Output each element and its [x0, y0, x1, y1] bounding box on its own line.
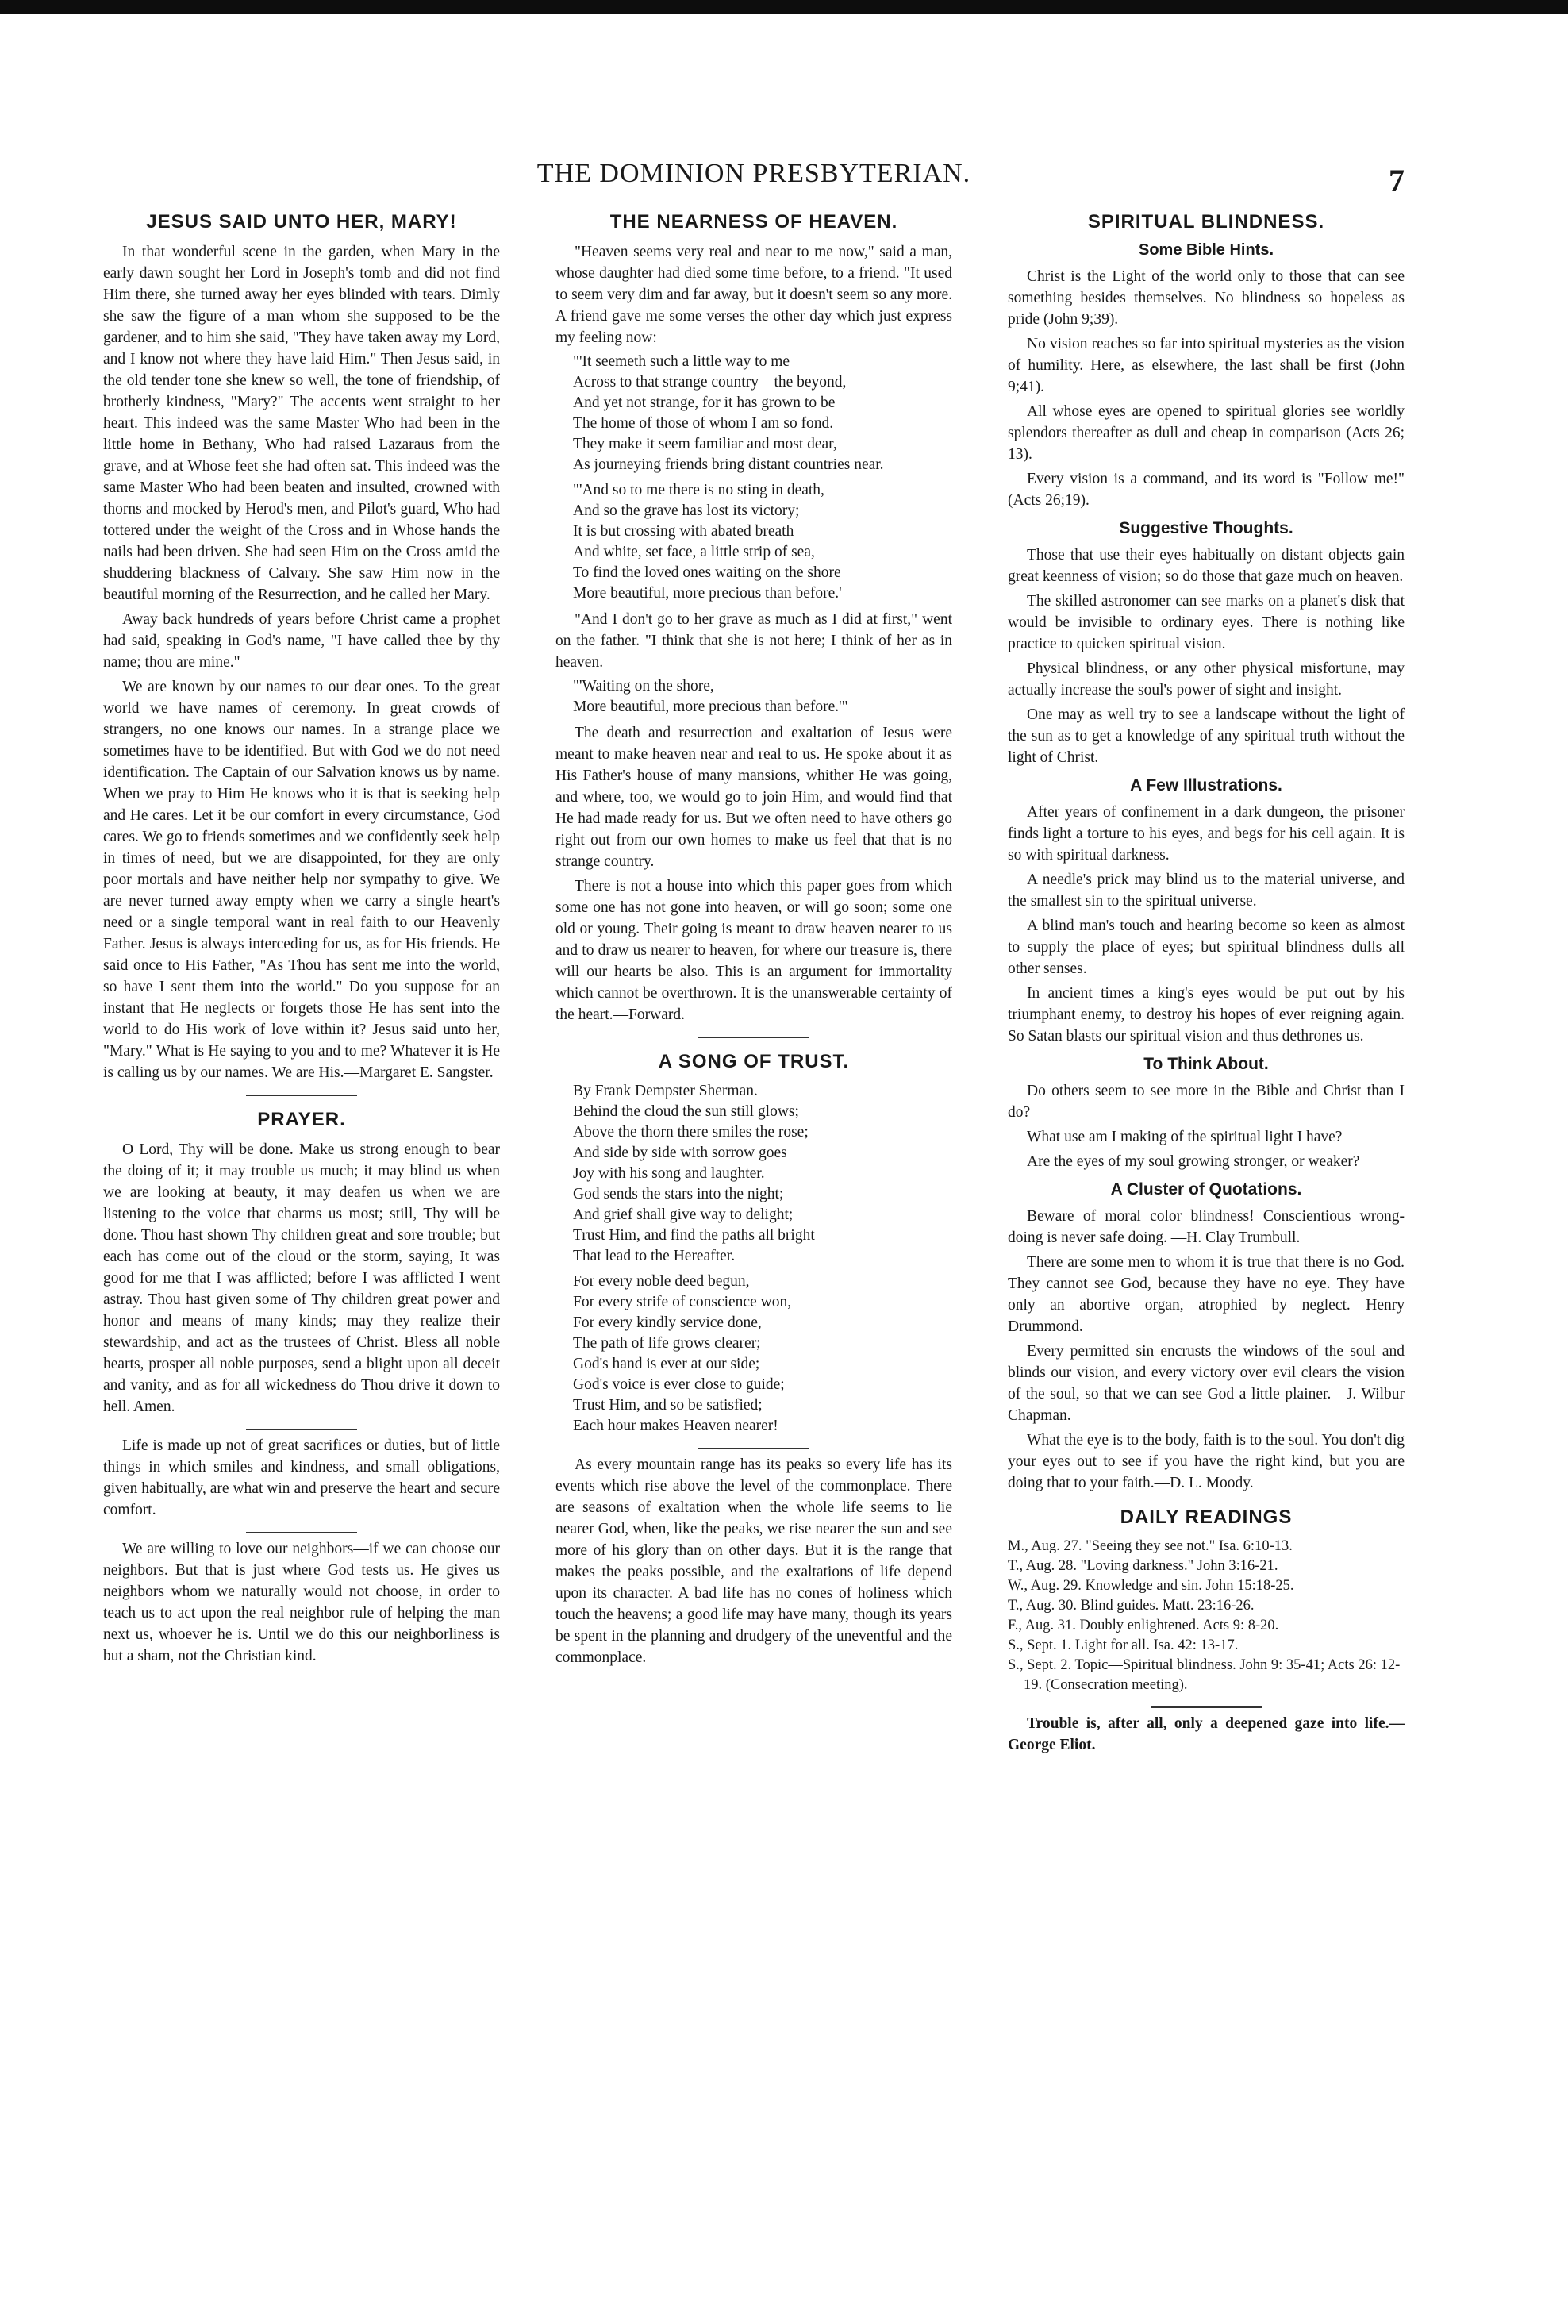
poem-line: That lead to the Hereafter.	[573, 1248, 736, 1264]
column-middle	[555, 198, 952, 1672]
article-paragraph: Every permitted sin encrusts the windows of the soul and blinds our vision, and every victory over evil clears the vision of the soul, so that we can see God a little plainer.—J. Wilbur Chapman.	[1008, 1343, 1405, 1424]
section-heading: To Think About.	[1143, 1055, 1269, 1073]
poem-line: And side by side with sorrow goes	[573, 1145, 787, 1161]
column-right	[1008, 198, 1405, 1759]
article-paragraph: "And I don't go to her grave as much as I did at first," went on the father. "I think that she is not here; I think of her as in heaven.	[555, 611, 952, 671]
article-paragraph: In ancient times a king's eyes would be put out by his triumphant enemy, to destroy his hopes of ever reigning again. So Satan blasts our spiritual vision and thus dethrones us.	[1008, 985, 1405, 1045]
article-paragraph: A blind man's touch and hearing become so keen as almost to supply the place of eyes; but spiritual blindness dulls all other senses.	[1008, 918, 1405, 977]
article-paragraph: "Heaven seems very real and near to me now," said a man, whose daughter had died some time before, to a friend. "It used to seem very dim and far away, but it doesn't seem so any more. A friend gave me some verses the other day which just express my feeling now:	[555, 244, 952, 346]
poem-line: Trust Him, and so be satisfied;	[573, 1397, 763, 1414]
poem-line: The path of life grows clearer;	[573, 1335, 761, 1352]
reading-item: S., Sept. 2. Topic—Spiritual blindness. John 9: 35-41; Acts 26: 12-19. (Consecration meeting).	[1008, 1657, 1401, 1693]
section-divider	[246, 1429, 357, 1430]
poem-line: Joy with his song and laughter.	[573, 1165, 765, 1182]
page-header	[103, 151, 1405, 198]
article-heading-mary: JESUS SAID UNTO HER, MARY!	[146, 211, 457, 233]
article-paragraph: After years of confinement in a dark dungeon, the prisoner finds light a torture to his eyes, and begs for his cell again. It is so with spiritual darkness.	[1008, 804, 1405, 864]
poem-line: For every noble deed begun,	[573, 1273, 750, 1290]
article-paragraph: The skilled astronomer can see marks on a planet's disk that would be invisible to ordinary eyes. There is nothing like practice to quicken spiritual vision.	[1008, 593, 1405, 652]
article-paragraph: No vision reaches so far into spiritual mysteries as the vision of humility. Here, as elsewhere, the last shall be first (John 9;41).	[1008, 336, 1405, 395]
article-paragraph: What use am I making of the spiritual light I have?	[1027, 1129, 1343, 1145]
poem-line: To find the loved ones waiting on the shore	[573, 564, 841, 581]
poem-line: For every strife of conscience won,	[573, 1294, 792, 1310]
poem-line: For every kindly service done,	[573, 1314, 762, 1331]
section-divider	[698, 1448, 809, 1449]
poem-line: Trust Him, and find the paths all bright	[573, 1227, 815, 1244]
poem-line: God's hand is ever at our side;	[573, 1356, 760, 1372]
poem-stanza	[573, 480, 952, 604]
daily-readings-list	[1008, 1537, 1405, 1695]
section-divider	[1151, 1706, 1262, 1708]
readings-heading: DAILY READINGS	[1120, 1506, 1293, 1528]
article-paragraph: Are the eyes of my soul growing stronger, or weaker?	[1027, 1153, 1360, 1170]
article-paragraph: Away back hundreds of years before Christ came a prophet had said, speaking in God's name, "I have called thee by thy name; thou are mine."	[103, 611, 500, 671]
poem-stanza	[573, 352, 952, 475]
article-paragraph: All whose eyes are opened to spiritual glories see worldly splendors thereafter as dull and cheap in comparison (Acts 26; 13).	[1008, 403, 1405, 463]
poem-line: Behind the cloud the sun still glows;	[573, 1103, 799, 1120]
section-heading: A Few Illustrations.	[1130, 776, 1282, 795]
article-paragraph: O Lord, Thy will be done. Make us strong enough to bear the doing of it; it may trouble us much; it may blind us when we are looking at beauty, it may deafen us when we are listening to the voice that charms us most; still, Thy will be done. Thou hast shown Thy children great and sore trouble; but each has come out of the cloud or the storm, saying, It was good for me that I was afflicted; before I was afflicted I went astray. Thou hast given some of Thy children great power and honor and means of many kinds; may they realize their stewardship, and act as the trustees of Christ. Bless all noble hearts, prosper all noble purposes, send a blight upon all deceit and vanity, and as for all wickedness do Thou drive it down to hell. Amen.	[103, 1141, 500, 1415]
article-paragraph: Every vision is a command, and its word is "Follow me!" (Acts 26;19).	[1008, 471, 1405, 509]
poem-line: "'And so to me there is no sting in death,	[573, 482, 824, 498]
reading-item: M., Aug. 27. "Seeing they see not." Isa. 6:10-13.	[1008, 1538, 1293, 1554]
article-paragraph: As every mountain range has its peaks so every life has its events which rise above the level of the commonplace. There are seasons of exaltation when the whole life seems to lie nearer God, when, like the peaks, we rise nearer the sun and see more of his glory than on other days. But it is the range that makes the peaks possible, and the exaltations of life depend upon its character. A bad life has no cones of holiness which touch the heavens; a good life may have many, though its years be spent in the planning and drudgery of the uneventful and the commonplace.	[555, 1456, 952, 1666]
poem-byline: By Frank Dempster Sherman.	[573, 1083, 758, 1099]
article-paragraph: In that wonderful scene in the garden, when Mary in the early dawn sought her Lord in Joseph's tomb and did not find Him there, she turned away her eyes blinded with tears. Dimly she saw the figure of a man whom she supposed to be the gardener, and to him she said, "They have taken away my Lord, and I know not where they have laid Him." Then Jesus said, in the old tender tone she knew so well, the tone of friendship, of brotherly kindness, "Mary?" The accents went straight to her heart. This indeed was the same Master Who had been in the little home in Bethany, Who had raised Lazaraus from the grave, and at Whose feet she had often sat. This indeed was the same Master Who had been beaten and insulted, crowned with thorns and mocked by Herod's men, and Pilot's guard, Who had tottered under the weight of the Cross and in Whose hands the nails had been driven. She had seen Him on the Cross amid the shuddering blackness of Calvary. She saw Him now in the beautiful morning of the Resurrection, and he called her Mary.	[103, 244, 500, 603]
poem-line: And yet not strange, for it has grown to be	[573, 394, 836, 411]
article-paragraph: Those that use their eyes habitually on distant objects gain great keenness of vision; so do those that gaze much on heaven.	[1008, 547, 1405, 585]
article-heading-nearness: THE NEARNESS OF HEAVEN.	[609, 211, 898, 233]
closing-quote: Trouble is, after all, only a deepened gaze into life.—George Eliot.	[1008, 1715, 1405, 1753]
section-divider	[246, 1095, 357, 1096]
poem-line: And white, set face, a little strip of sea,	[573, 544, 815, 560]
poem-line: God sends the stars into the night;	[573, 1186, 784, 1202]
reading-item: F., Aug. 31. Doubly enlightened. Acts 9: 8-20.	[1008, 1618, 1279, 1633]
poem-line: "'Waiting on the shore,	[573, 678, 714, 695]
article-subheading: Some Bible Hints.	[1138, 241, 1274, 259]
poem-line: And grief shall give way to delight;	[573, 1206, 794, 1223]
poem-stanza	[573, 1272, 952, 1437]
poem-line: And so the grave has lost its victory;	[573, 502, 800, 519]
poem-line: Across to that strange country—the beyond,	[573, 374, 847, 391]
article-paragraph: Physical blindness, or any other physical misfortune, may actually increase the soul's power of sight and insight.	[1008, 660, 1405, 698]
article-paragraph: One may as well try to see a landscape without the light of the sun as to get a knowledge of any spiritual truth without the light of Christ.	[1008, 706, 1405, 766]
column-left	[103, 198, 500, 1670]
poem-line: The home of those of whom I am so fond.	[573, 415, 834, 432]
article-heading-prayer: PRAYER.	[257, 1109, 346, 1130]
poem-line: God's voice is ever close to guide;	[573, 1376, 785, 1393]
newspaper-title: THE DOMINION PRESBYTERIAN.	[536, 159, 971, 188]
page-number: 7	[1389, 163, 1405, 198]
article-paragraph: We are willing to love our neighbors—if we can choose our neighbors. But that is just where God tests us. He gives us neighbors whom we naturally would not choose, in order to teach us to act upon the real neighbor rule of helping the man next us, whoever he is. Until we do this our neighborliness is but a sham, not the Christian kind.	[103, 1541, 500, 1664]
newspaper-page	[103, 151, 1405, 2294]
poem-line: "'It seemeth such a little way to me	[573, 353, 790, 370]
article-paragraph: There is not a house into which this paper goes from which some one has not gone into heaven, or will go soon; some one old or young. Their going is meant to draw heaven nearer to us and to draw us nearer to heaven, for where our treasure is, there will our hearts be also. This is an argument for immortality which cannot be overthrown. It is the unanswerable certainty of the heart.—Forward.	[555, 878, 952, 1023]
article-paragraph: A needle's prick may blind us to the material universe, and the smallest sin to the spiritual universe.	[1008, 872, 1405, 910]
section-heading: Suggestive Thoughts.	[1119, 519, 1293, 537]
reading-item: S., Sept. 1. Light for all. Isa. 42: 13-17.	[1008, 1637, 1239, 1653]
poem-stanza	[573, 676, 952, 718]
poem-line: It is but crossing with abated breath	[573, 523, 794, 540]
article-heading-blindness: SPIRITUAL BLINDNESS.	[1087, 211, 1325, 233]
poem-line: As journeying friends bring distant countries near.	[573, 456, 884, 473]
article-paragraph: Life is made up not of great sacrifices or duties, but of little things in which smiles and kindness, and small obligations, given habitually, are what win and preserve the heart and secure comfort.	[103, 1437, 500, 1518]
article-paragraph: There are some men to whom it is true that there is no God. They cannot see God, because they have no eye. They have only an abortive organ, atrophied by neglect.—Henry Drummond.	[1008, 1254, 1405, 1335]
poem-line: More beautiful, more precious than before.'	[573, 585, 842, 602]
poem-line: More beautiful, more precious than before.'"	[573, 698, 848, 715]
article-paragraph: What the eye is to the body, faith is to the soul. You don't dig your eyes out to see if you have the right kind, but you are doing that to your faith.—D. L. Moody.	[1008, 1432, 1405, 1491]
article-paragraph: Beware of moral color blindness! Conscientious wrong-doing is never safe doing. —H. Clay Trumbull.	[1008, 1208, 1405, 1246]
reading-item: W., Aug. 29. Knowledge and sin. John 15:18-25.	[1008, 1578, 1294, 1594]
article-paragraph: Do others seem to see more in the Bible and Christ than I do?	[1008, 1083, 1405, 1121]
reading-item: T., Aug. 30. Blind guides. Matt. 23:16-26.	[1008, 1598, 1255, 1614]
article-paragraph: We are known by our names to our dear ones. To the great world we have names of ceremony. In great crowds of strangers, no one knows our names. In a strange place we sometimes have to be identified. But with God we do not need identification. The Captain of our Salvation knows us by name. When we pray to Him He knows who it is that is seeking help and He cares. Let it be our comfort in every circumstance, God cares. We go to friends sometimes and we confidently seek help in times of need, but we are disappointed, for they are only poor mortals and have neither help nor sympathy to give. We are never turned away empty when we carry a single heart's need or a single temporal want in real faith to our Heavenly Father. Jesus is always interceding for us, as for His friends. He said once to His Father, "As Thou has sent me into the world, so have I sent them into the world." Do you suppose for an instant that He neglects or forgets those He has sent into the world to do His work of love within it? Jesus said unto her, "Mary." What is He saying to you and to me? Whatever it is He is calling us by our names. We are His.—Margaret E. Sangster.	[103, 679, 500, 1081]
poem-line: Each hour makes Heaven nearer!	[573, 1418, 778, 1434]
section-heading: A Cluster of Quotations.	[1110, 1180, 1302, 1199]
top-border	[0, 0, 1568, 14]
article-paragraph: Christ is the Light of the world only to those that can see something besides themselves. No blindness so hopeless as pride (John 9;39).	[1008, 268, 1405, 328]
section-divider	[246, 1532, 357, 1533]
poem-stanza	[573, 1081, 952, 1267]
section-divider	[698, 1037, 809, 1038]
poem-line: They make it seem familiar and most dear,	[573, 436, 837, 452]
article-paragraph: The death and resurrection and exaltation of Jesus were meant to make heaven near and real to us. He spoke about it as His Father's house of many mansions, whither He was going, and where, too, we would go to join Him, and would find that He had made ready for us. But we often need to have others go right out from our own homes to make us feel that that is no strange country.	[555, 725, 952, 870]
reading-item: T., Aug. 28. "Loving darkness." John 3:16-21.	[1008, 1558, 1278, 1574]
article-heading-song: A SONG OF TRUST.	[658, 1051, 850, 1072]
poem-line: Above the thorn there smiles the rose;	[573, 1124, 809, 1141]
